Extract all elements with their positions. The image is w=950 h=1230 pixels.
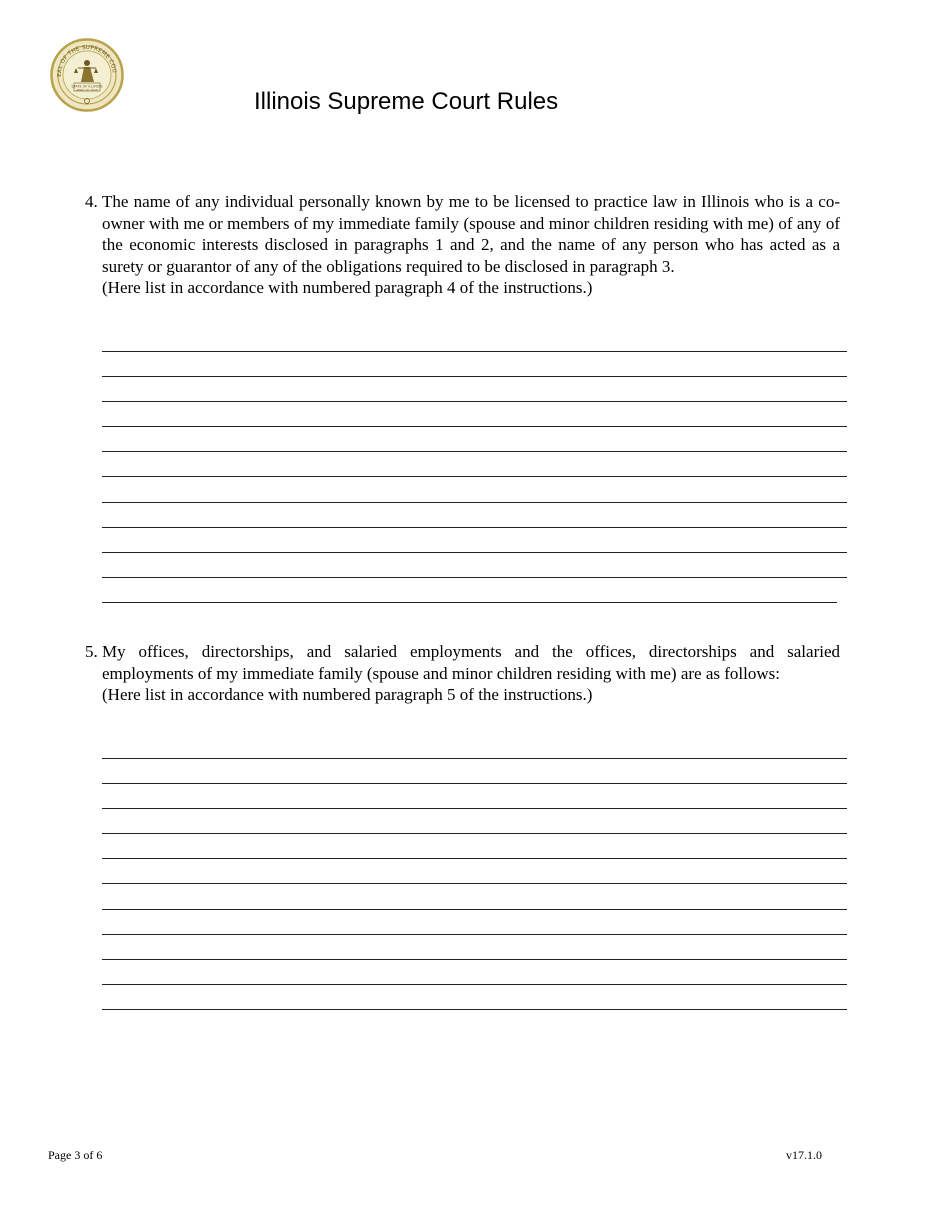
answer-line[interactable]: [102, 758, 847, 759]
seal-emblem-icon: [50, 38, 124, 112]
answer-line[interactable]: [102, 1009, 847, 1010]
answer-line[interactable]: [102, 934, 847, 935]
answer-line[interactable]: [102, 451, 847, 452]
section-4-instruction: (Here list in accordance with numbered paragraph 4 of the instructions.): [102, 278, 593, 297]
answer-line[interactable]: [102, 376, 847, 377]
seal-top-text: EAL OF THE SUPREME COU: [56, 44, 117, 77]
seal-date-text: APRIL 18, 1818: [76, 87, 98, 92]
answer-line[interactable]: [102, 577, 847, 578]
section-4-answer-lines[interactable]: [102, 351, 847, 627]
seal-state-text: STATE OF ILLINOIS: [71, 84, 103, 89]
answer-line[interactable]: [102, 984, 847, 985]
answer-line[interactable]: [102, 476, 847, 477]
answer-line[interactable]: [102, 808, 847, 809]
section-4-text: The name of any individual personally known by me to be licensed to practice law in Illinois who is a co-owner with me or members of my immediate family (spouse and minor children residing with me) of any of the economic interests disclosed in paragraphs 1 and 2, and the name of any person who has acted as a surety or guarantor of any of the obligations required to be disclosed in paragraph 3.: [102, 192, 840, 276]
section-5-text: My offices, directorships, and salaried employments and the offices, directorships and salaried employments of my immediate family (spouse and minor children residing with me) are as follows:: [102, 642, 840, 683]
section-5: [85, 641, 840, 706]
answer-line[interactable]: [102, 602, 837, 603]
answer-line[interactable]: [102, 351, 847, 352]
page-title: Illinois Supreme Court Rules: [254, 88, 559, 115]
answer-line[interactable]: [102, 909, 847, 910]
section-5-instruction: (Here list in accordance with numbered paragraph 5 of the instructions.): [102, 685, 593, 704]
court-seal: [50, 38, 124, 112]
answer-line[interactable]: [102, 959, 847, 960]
section-4: [85, 191, 840, 299]
answer-line[interactable]: [102, 858, 847, 859]
answer-line[interactable]: [102, 833, 847, 834]
answer-line[interactable]: [102, 552, 847, 553]
section-5-number: 5.: [85, 642, 98, 661]
answer-line[interactable]: [102, 883, 847, 884]
section-4-number: 4.: [85, 192, 98, 211]
page-number: Page 3 of 6: [48, 1148, 103, 1162]
version-label: v17.1.0: [786, 1148, 822, 1162]
answer-line[interactable]: [102, 783, 847, 784]
answer-line[interactable]: [102, 502, 847, 503]
answer-line[interactable]: [102, 426, 847, 427]
answer-line[interactable]: [102, 527, 847, 528]
answer-line[interactable]: [102, 401, 847, 402]
section-5-answer-lines[interactable]: [102, 758, 847, 1034]
